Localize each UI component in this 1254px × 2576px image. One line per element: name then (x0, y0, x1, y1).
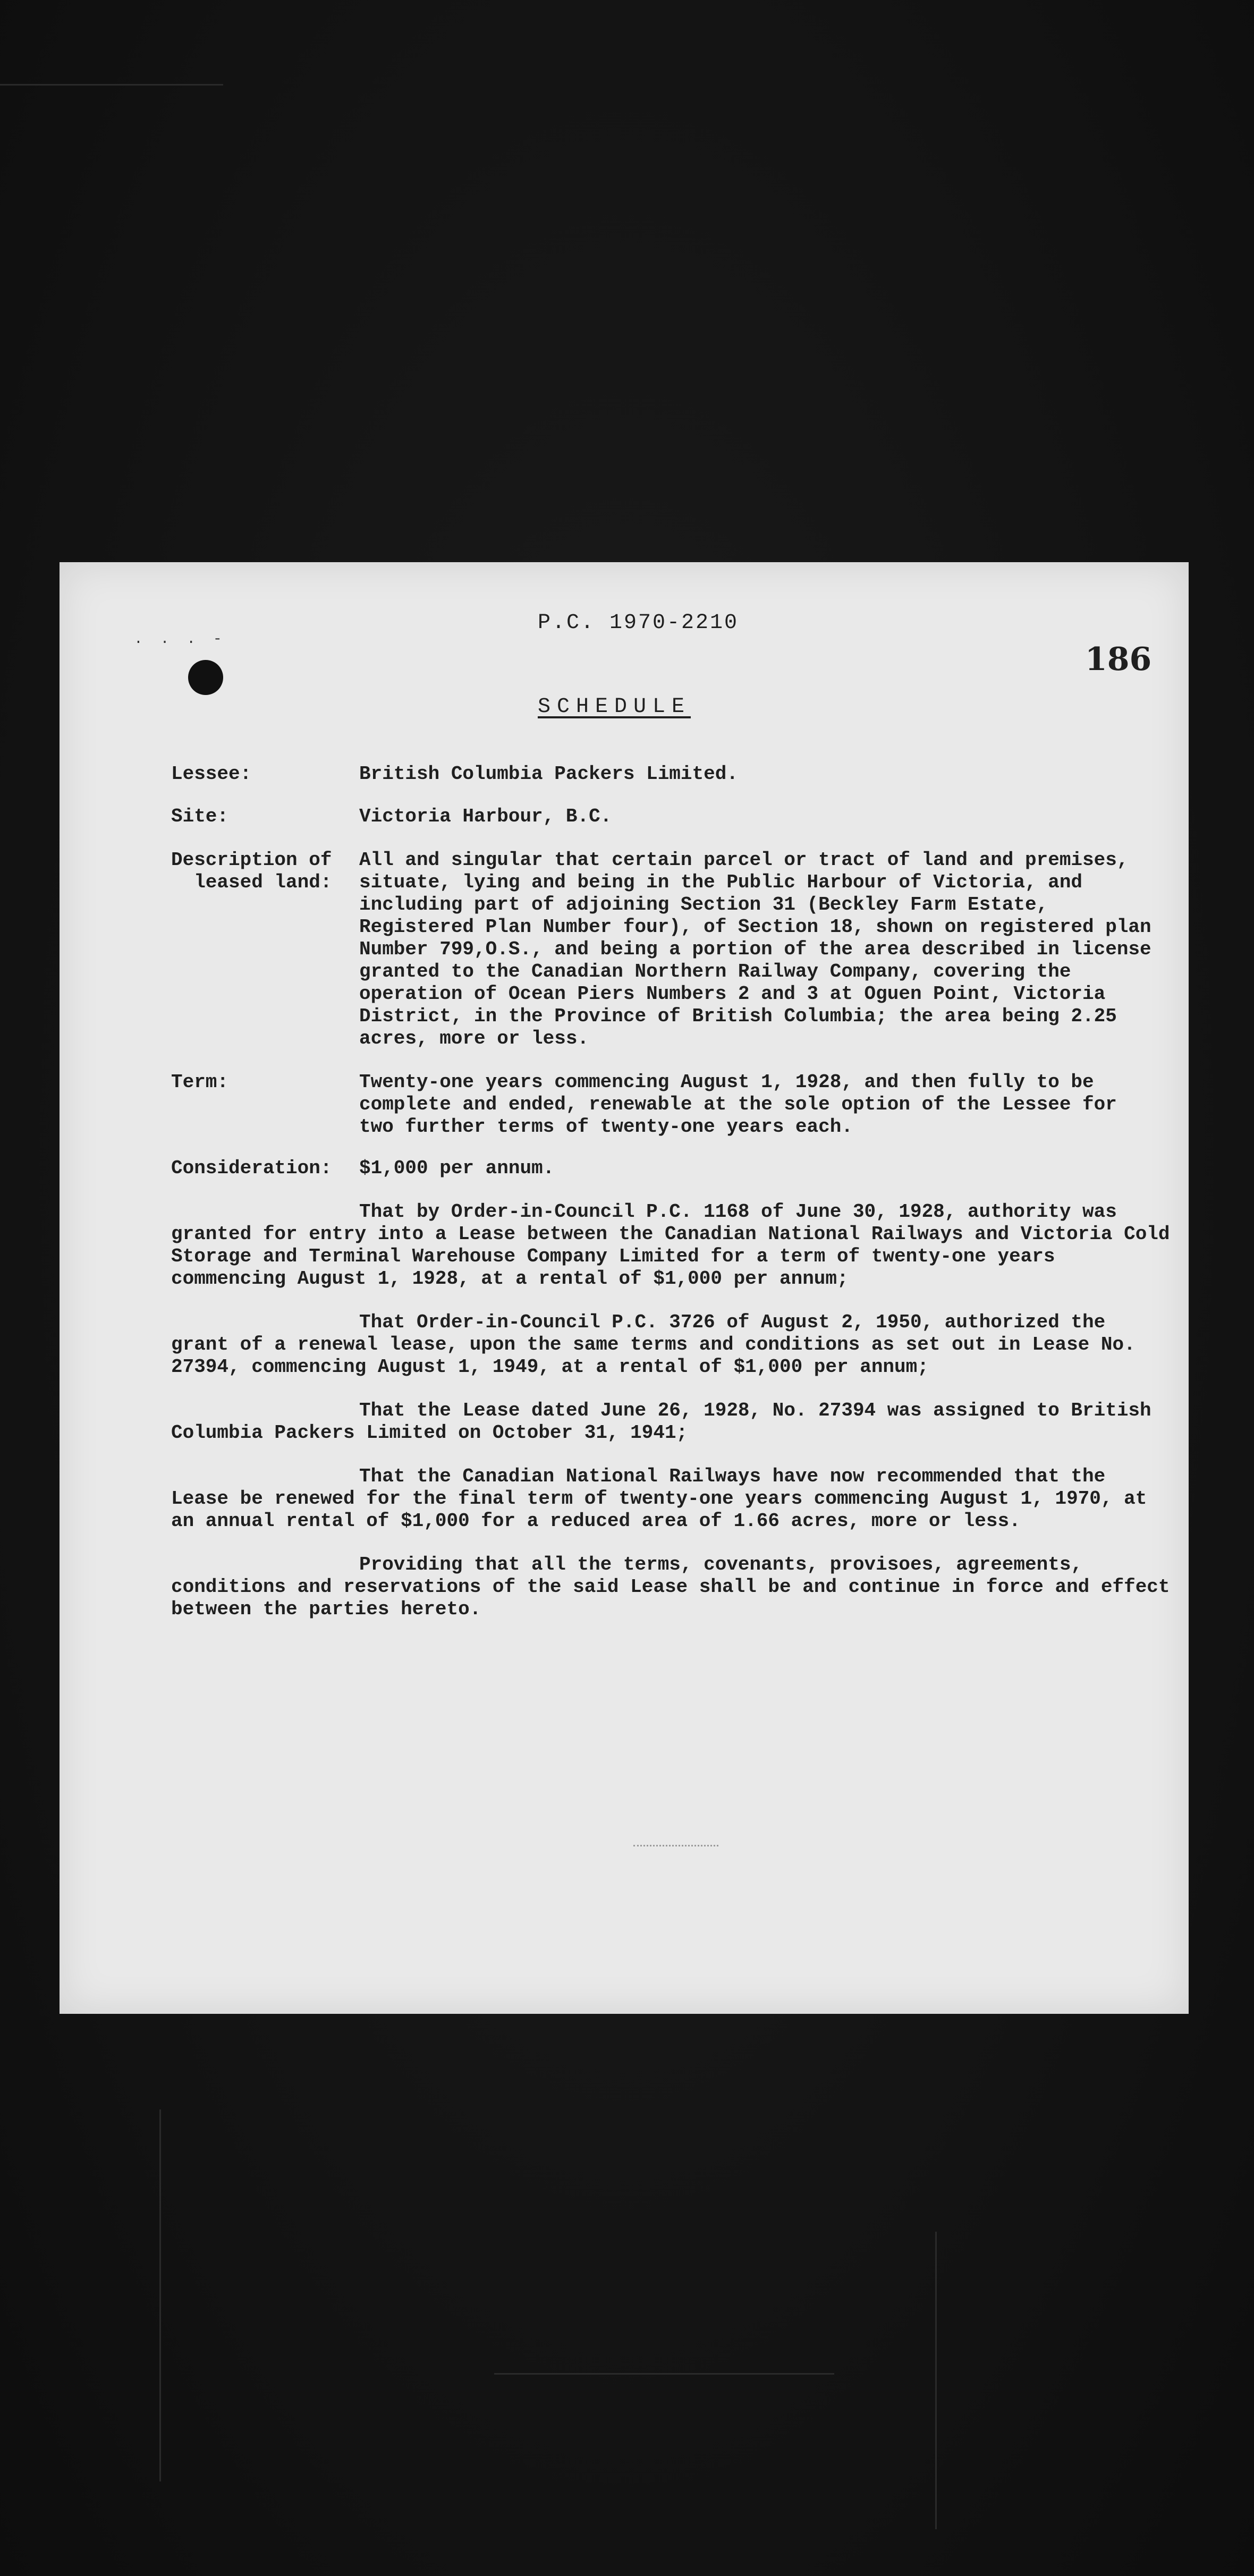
film-scratch (159, 2109, 161, 2481)
film-scratch (0, 84, 223, 86)
site-value: Victoria Harbour, B.C. (359, 806, 612, 827)
film-scratch (494, 2373, 834, 2375)
description-label: Description of leased land: (171, 849, 332, 893)
consideration-value: $1,000 per annum. (359, 1157, 555, 1179)
schedule-heading: SCHEDULE (538, 695, 691, 719)
description-value: All and singular that certain parcel or tract of land and premises, situate, lying and being in the Public Harbour of Victoria, and including part of adjoining Section 31 (Beckley Farm Estate, Registered Plan Number four), of Section 18, shown on registered plan Number 799,O.S., and being a portion of the area described in license granted to the Canadian Northern Railway Company, covering the operation of Ocean Piers Numbers 2 and 3 at Oguen Point, Victoria District, in the Province of British Columbia; the area being 2.25 acres, more or less. (359, 849, 1151, 1049)
corner-marks: . . . - (134, 631, 226, 648)
paragraph-provisions: Providing that all the terms, covenants, provisoes, agreements, conditions and reservations of the said Lease shall be and continue in force and effect between the parties hereto. (171, 1554, 1170, 1620)
paragraph-renewal: That the Canadian National Railways have now recommended that the Lease be renewed for the final term of twenty-one years commencing August 1, 1970, at an annual rental of $1,000 for a reduced area of 1.66 acres, more or less. (171, 1465, 1147, 1532)
document-page (60, 562, 1189, 2014)
paragraph-order-1168: That by Order-in-Council P.C. 1168 of June 30, 1928, authority was granted for entry into a Lease between the Canadian National Railways and Victoria Cold Storage and Terminal Warehouse Company Limited for a term of twenty-one years commencing August 1, 1928, at a rental of $1,000 per annum; (171, 1201, 1170, 1290)
site-label: Site: (171, 806, 229, 827)
punch-hole (188, 660, 223, 695)
term-label: Term: (171, 1071, 229, 1093)
term-value: Twenty-one years commencing August 1, 1928, and then fully to be complete and ended, renewable at the sole option of the Lessee for two further terms of twenty-one years each. (359, 1071, 1117, 1138)
smudge-mark (633, 1845, 718, 1849)
pc-number: P.C. 1970-2210 (538, 611, 739, 635)
lessee-value: British Columbia Packers Limited. (359, 763, 738, 785)
page-number: 186 (1085, 641, 1152, 678)
paragraph-order-3726: That Order-in-Council P.C. 3726 of August 2, 1950, authorized the grant of a renewal lease, upon the same terms and conditions as set out in Lease No. 27394, commencing August 1, 1949, at a rental of $1,000 per annum; (171, 1311, 1136, 1378)
paragraph-assignment: That the Lease dated June 26, 1928, No. 27394 was assigned to British Columbia Packers Limited on October 31, 1941; (171, 1400, 1151, 1444)
consideration-label: Consideration: (171, 1157, 332, 1179)
film-scratch (935, 2232, 937, 2529)
lessee-label: Lessee: (171, 763, 252, 785)
